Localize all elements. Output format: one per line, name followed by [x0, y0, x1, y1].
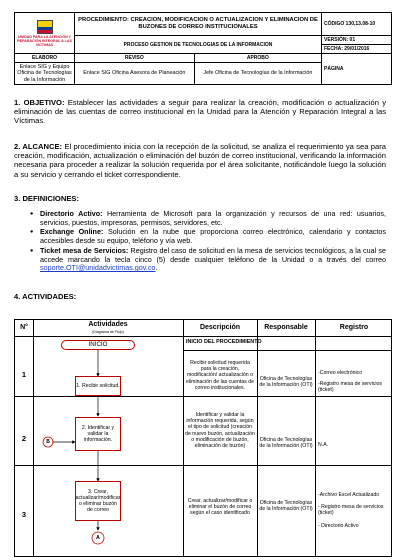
row-description: Identificar y validar la información requerida, según el tipo de solicitud (creación de nuevo buzón, actualización o modificación de buzón, eliminación de buzón) [185, 412, 255, 450]
sign-value-reviso: Enlace SIG Oficina Asesora de Planeación [75, 63, 195, 85]
row-description: Crear, actualizar/modificar o eliminar el buzón de correo según el caso identificado [187, 498, 253, 517]
header-description: Descripción [199, 324, 241, 331]
process-name: PROCESO GESTION DE TECNOLOGIAS DE LA INFORMACION [75, 36, 322, 54]
scope-section [14, 142, 386, 179]
definition-item: ● Directorio Activo: Herramienta de Microsoft para la organización y recursos de una red: usuarios, servicios, puestos, impresoras, permisos, servidores, etc. [40, 210, 386, 227]
document-version: VERSIÓN: 01 [322, 36, 392, 45]
support-email-link[interactable]: soporte.OTI@unidadvictimas.gov.co [40, 263, 156, 273]
flow-step-2: 2. Identificar y validar la información. [75, 417, 121, 451]
header-activities-sub: (Diagrama de Flujo) [92, 330, 124, 334]
colombia-flag-icon [37, 20, 53, 34]
scope-text: El procedimiento inicia con la recepción de la solicitud, se analiza el requerimiento ya sea para creación, modificación, actualización o eliminación del buzón de correo institucional, verificando la información necesaria para proceder a realizar la solución requerida por el área solicitante, notificándole luego la solución a su servicio y cerrando el ticket correspondiente. [14, 142, 386, 179]
sign-value-aprobo: Jefe Oficina de Tecnologías de la Información [194, 63, 321, 85]
connector-a-label: A [96, 535, 100, 541]
sign-value-elaboro: Enlace SIG y Equipo Oficina de Tecnologías de la Información [15, 63, 75, 85]
definition-item: ● Exchange Online: Solución en la nube que proporciona correo electrónico, calendario y contactos accesibles desde su equipo, teléfono y vía web. [40, 228, 386, 245]
start-description: INICIO DEL PROCEDIMIENTO [186, 339, 262, 345]
definitions-list [40, 210, 386, 274]
logo-text: UNIDAD PARA LA ATENCIÓN Y REPARACIÓN INTEGRAL A LAS VÍCTIMAS [17, 34, 72, 47]
header-record: Registro [339, 324, 369, 331]
sign-header-reviso: REVISO [75, 54, 195, 63]
objective-label: 1. OBJETIVO: [14, 98, 65, 107]
header-activities: Actividades [88, 321, 128, 328]
sign-header-elaboro: ELABORO [15, 54, 75, 63]
header-responsible: Responsable [264, 324, 308, 331]
sign-header-aprobo: APROBO [194, 54, 321, 63]
document-code: CÓDIGO 130,13.08-10 [322, 13, 392, 36]
flow-step-1: 1. Recibir solicitud. [75, 376, 121, 396]
row-number: 1 [21, 370, 27, 379]
objective-text: Establecer las actividades a seguir para realizar la creación, modificación o actualización y eliminación de las cuentas de correo institucional en la Unidad para la Atención y Reparación Integral a las Víctimas. [14, 98, 386, 126]
document-header [14, 12, 392, 85]
definitions-heading: 3. DEFINICIONES: [14, 194, 79, 203]
row-responsible: Oficina de Tecnologías de la Información (OTI) [259, 437, 313, 450]
header-num: N° [20, 324, 28, 331]
objective-section [14, 98, 386, 126]
document-date: FECHA: 29/01/2016 [322, 45, 392, 54]
row-record: -Archivo Excel Actualizado - Registro mesa de servicios (ticket) - Directorio Activo [318, 492, 384, 529]
scope-label: 2. ALCANCE: [14, 142, 63, 151]
activities-table [14, 319, 392, 557]
definition-item: ● Ticket mesa de Servicios: Registro del caso de solicitud en la mesa de servicios tecnológicos, a la cual se accede marcando la tecla cinco (5) desde cualquier teléfono de la Unidad o a través del correo soporte.OTI@unidadvictimas.gov.co. [40, 247, 386, 273]
flow-start-terminal: INICIO [61, 340, 135, 350]
row-description: Recibir solicitud requerida para la creación, modificación/ actualización o eliminación de las cuentas de correo institucionales. [185, 360, 255, 391]
procedure-title: PROCEDIMIENTO: CREACION, MODIFICACION O ACTUALIZACION Y ELIMINACION DE BUZONES DE CORREO INSTITUCIONALES [75, 13, 322, 36]
row-record: N.A. [318, 442, 329, 448]
activities-heading: 4. ACTIVIDADES: [14, 292, 77, 301]
document-page-label: PÁGINA [322, 54, 392, 85]
flow-step-3: 3. Crear, actualizar/modificar o eliminar buzón de correo [75, 481, 121, 521]
row-responsible: Oficina de Tecnologías de la Información (OTI) [259, 500, 313, 513]
connector-b-label: B [46, 439, 50, 445]
row-number: 2 [21, 434, 27, 443]
row-responsible: Oficina de Tecnologías de la Información (OTI) [259, 376, 313, 389]
institution-logo [15, 13, 75, 54]
row-record: -Correo electrónico -Registro mesa de servicios (ticket) [318, 370, 383, 394]
row-number: 3 [21, 510, 27, 519]
